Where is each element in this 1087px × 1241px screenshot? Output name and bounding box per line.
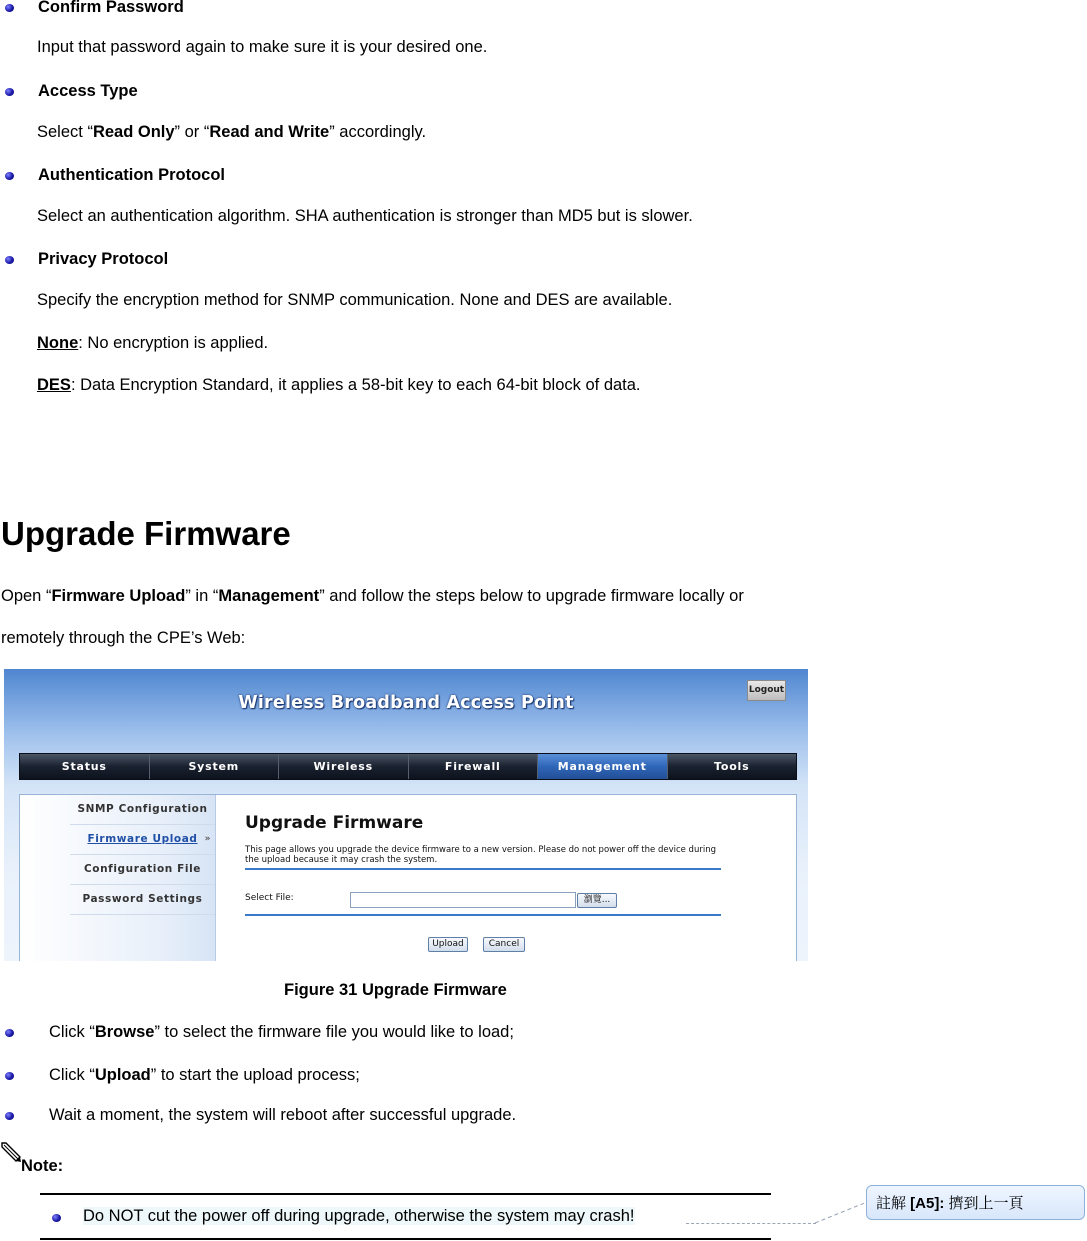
- sidebar: [20, 795, 216, 961]
- section-title: Upgrade Firmware: [1, 515, 291, 552]
- tab-system[interactable]: System: [150, 754, 280, 779]
- upload-button[interactable]: Upload: [428, 937, 468, 952]
- privacy-protocol-desc: Specify the encryption method for SNMP communication. None and DES are available.: [37, 291, 673, 309]
- tab-firewall[interactable]: Firewall: [409, 754, 539, 779]
- sidebar-item-firmware-upload[interactable]: Firmware Upload »: [70, 825, 215, 855]
- access-type-desc: Select “Read Only” or “Read and Write” accordingly.: [37, 123, 427, 141]
- auth-protocol-desc: Select an authentication algorithm. SHA authentication is stronger than MD5 but is slower.: [37, 207, 693, 225]
- figure-screenshot: [4, 669, 808, 961]
- banner-title: Wireless Broadband Access Point: [238, 693, 574, 713]
- logout-button[interactable]: Logout: [747, 680, 786, 701]
- comment-connector-diagonal: [814, 1200, 868, 1224]
- sidebar-item-configuration-file[interactable]: Configuration File: [70, 855, 215, 885]
- cancel-button[interactable]: Cancel: [483, 937, 525, 952]
- bullet-icon: [5, 4, 14, 12]
- privacy-none: None: No encryption is applied.: [37, 334, 269, 352]
- auth-protocol-heading: Authentication Protocol: [38, 166, 225, 184]
- sidebar-item-snmp-configuration[interactable]: SNMP Configuration: [70, 795, 215, 825]
- bullet-icon: [5, 1029, 14, 1037]
- confirm-password-heading: Confirm Password: [38, 0, 184, 16]
- main-nav: [19, 753, 797, 780]
- sidebar-item-password-settings[interactable]: Password Settings: [70, 885, 215, 915]
- divider: [245, 868, 721, 870]
- note-top-rule: [40, 1193, 771, 1195]
- tab-status[interactable]: Status: [20, 754, 150, 779]
- confirm-password-desc: Input that password again to make sure it is your desired one.: [37, 38, 488, 56]
- content-title: Upgrade Firmware: [245, 813, 424, 833]
- privacy-protocol-heading: Privacy Protocol: [38, 250, 169, 268]
- tab-management[interactable]: Management: [538, 754, 668, 779]
- comment-connector: [686, 1223, 816, 1224]
- comment-balloon[interactable]: 註解 [A5]: 擠到上一頁: [866, 1185, 1085, 1220]
- pencil-icon: [0, 1141, 22, 1163]
- note-text: Do NOT cut the power off during upgrade, otherwise the system may crash!: [83, 1207, 635, 1225]
- bullet-icon: [5, 1112, 14, 1120]
- step-upload: Click “Upload” to start the upload process;: [49, 1066, 360, 1084]
- browse-button[interactable]: 瀏覽...: [577, 893, 617, 908]
- content-description: This page allows you upgrade the device firmware to a new version. Please do not power off the device during the upload because it may crash the system.: [245, 845, 716, 865]
- bullet-icon: [5, 1072, 14, 1080]
- chevron-right-icon: »: [204, 834, 211, 844]
- note-bottom-rule: [40, 1238, 771, 1240]
- section-intro-line2: remotely through the CPE’s Web:: [1, 629, 246, 647]
- access-type-heading: Access Type: [38, 82, 138, 100]
- note-label: Note:: [21, 1157, 64, 1175]
- section-intro-line1: Open “Firmware Upload” in “Management” and follow the steps below to upgrade firmware locally or: [1, 587, 744, 605]
- access-type-option-read-only: Read Only: [92, 123, 175, 141]
- divider: [245, 914, 721, 916]
- select-file-label: Select File:: [245, 893, 294, 903]
- bullet-icon: [5, 256, 14, 264]
- file-path-input[interactable]: [350, 892, 576, 908]
- content-panel: [19, 794, 797, 961]
- bullet-icon: [52, 1214, 61, 1222]
- step-browse: Click “Browse” to select the firmware file you would like to load;: [49, 1023, 514, 1041]
- access-type-option-read-write: Read and Write: [209, 123, 330, 141]
- privacy-des: DES: Data Encryption Standard, it applies a 58-bit key to each 64-bit block of data.: [37, 376, 641, 394]
- des-term: DES: [37, 376, 71, 394]
- tab-tools[interactable]: Tools: [714, 760, 750, 773]
- step-wait: Wait a moment, the system will reboot after successful upgrade.: [49, 1106, 517, 1124]
- bullet-icon: [5, 172, 14, 180]
- tab-wireless[interactable]: Wireless: [279, 754, 409, 779]
- figure-caption: Figure 31 Upgrade Firmware: [284, 981, 507, 999]
- none-term: None: [37, 334, 79, 352]
- bullet-icon: [5, 88, 14, 96]
